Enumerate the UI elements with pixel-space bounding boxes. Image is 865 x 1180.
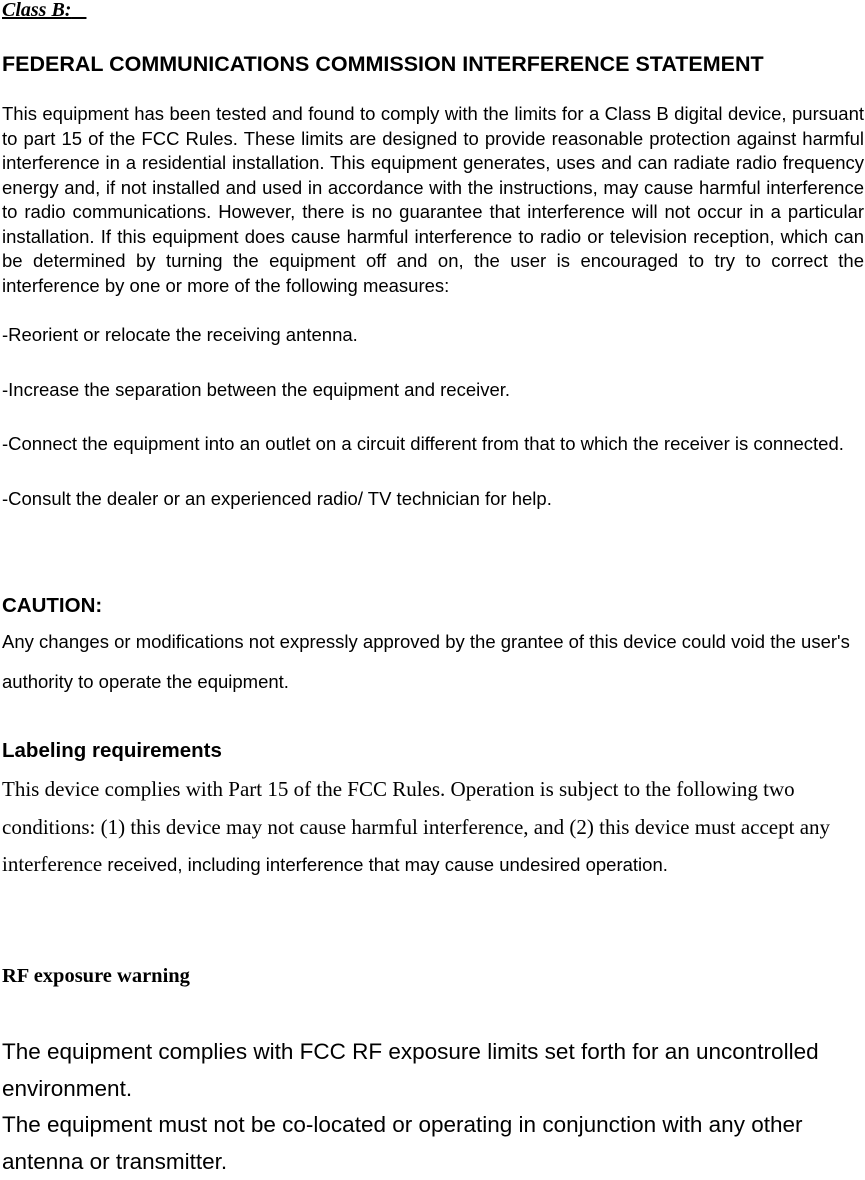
rf-exposure-warning-heading: RF exposure warning — [2, 965, 190, 987]
labeling-body-serif-text: This device complies with Part 15 of the FCC Rules. Operation is subject to the following two conditions: (1) this device may not cause harmful interference, and (2) this device must accept any interference — [2, 777, 831, 876]
labeling-requirements-heading: Labeling requirements — [2, 739, 222, 762]
class-b-heading — [2, 0, 864, 22]
measure-item: -Consult the dealer or an experienced radio/ TV technician for help. — [2, 487, 552, 509]
measure-item: -Reorient or relocate the receiving antenna. — [2, 324, 358, 345]
labeling-requirements-body — [2, 771, 862, 884]
fcc-statement-title: FEDERAL COMMUNICATIONS COMMISSION INTERFERENCE STATEMENT — [2, 52, 764, 76]
fcc-statement-body: This equipment has been tested and found to comply with the limits for a Class B digital device, pursuant to part 15 of the FCC Rules. These limits are designed to provide reasonable protection against harmful interference in a residential installation. This equipment generates, uses and can radiate radio frequency energy and, if not installed and used in accordance with the instructions, may cause harmful interference to radio communications. However, there is no guarantee that interference will not occur in a particular installation. If this equipment does cause harmful interference to radio or television reception, which can be determined by turning the equipment off and on, the user is encouraged to try to correct the interference by one or more of the following measures: — [2, 103, 864, 296]
labeling-body-sans-text: received, including interference that may cause undesired operation. — [102, 854, 668, 875]
rf-exposure-line: The equipment complies with FCC RF exposure limits set forth for an uncontrolled environment. — [2, 1039, 819, 1101]
caution-heading: CAUTION: — [2, 594, 103, 617]
interference-measures-list — [2, 323, 864, 541]
caution-body: Any changes or modifications not expressly approved by the grantee of this device could void the user's authority to operate the equipment. — [2, 631, 850, 692]
rf-exposure-line: The equipment must not be co-located or operating in conjunction with any other antenna or transmitter. — [2, 1112, 803, 1174]
class-b-heading-text: Class B: — [2, 0, 72, 21]
measure-item: -Increase the separation between the equipment and receiver. — [2, 378, 511, 400]
rf-exposure-warning-body — [2, 1034, 842, 1180]
measure-item: -Connect the equipment into an outlet on a circuit different from that to which the receiver is connected. — [2, 433, 844, 454]
